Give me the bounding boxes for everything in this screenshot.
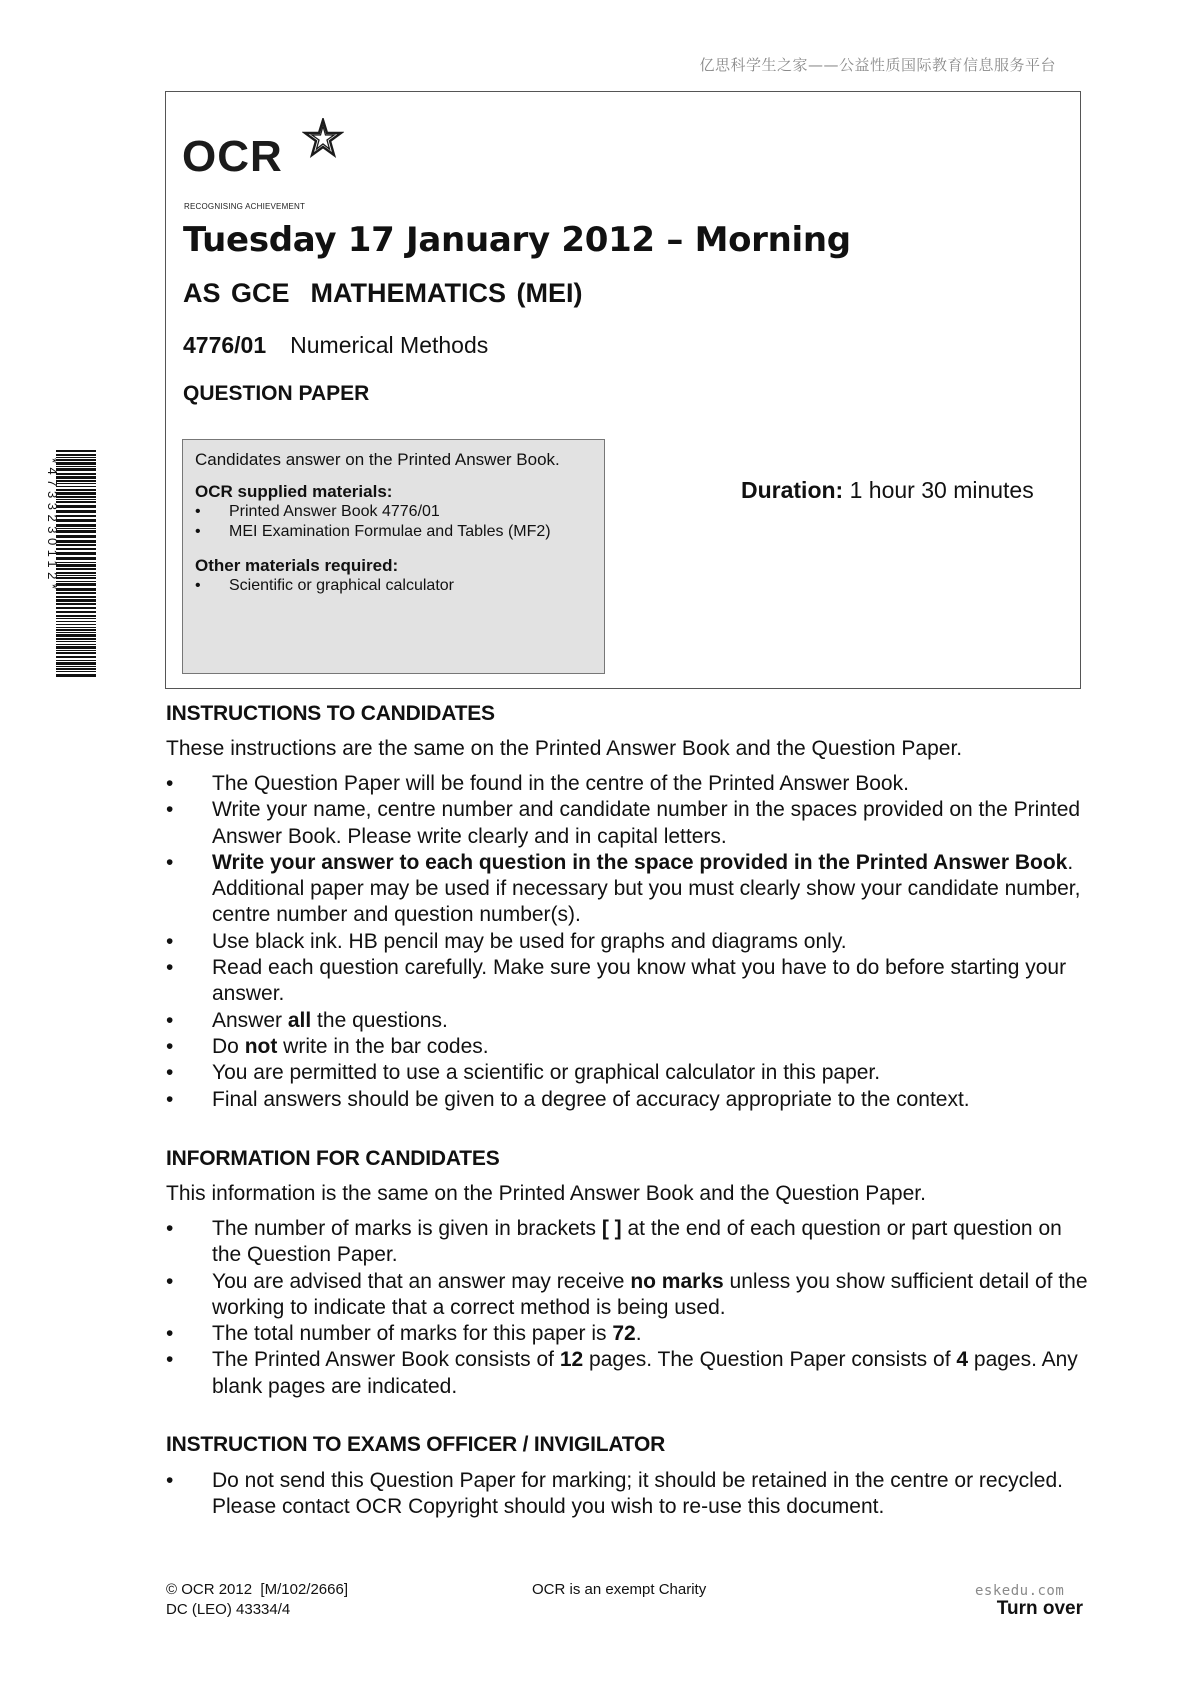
item-text: You are advised that an answer may receive bbox=[212, 1269, 631, 1293]
list-item: • MEI Examination Formulae and Tables (MF2) bbox=[195, 522, 592, 542]
list-item bbox=[166, 771, 1096, 797]
barcode-bar bbox=[56, 496, 96, 498]
list-item: • Printed Answer Book 4776/01 bbox=[195, 502, 592, 522]
barcode-bar bbox=[56, 662, 96, 665]
barcode-bar bbox=[56, 557, 96, 560]
list-item bbox=[166, 1347, 1096, 1400]
barcode-bar bbox=[56, 530, 96, 533]
barcode-bar bbox=[56, 468, 96, 471]
barcode-bar bbox=[56, 618, 96, 619]
header-box bbox=[165, 91, 1081, 689]
item-text: The total number of marks for this paper is bbox=[212, 1322, 613, 1346]
barcode-bar bbox=[56, 575, 96, 576]
bullet-icon: • bbox=[166, 1034, 174, 1058]
bullet-icon: • bbox=[166, 1217, 174, 1240]
barcode-bar bbox=[56, 592, 96, 594]
barcode-bar bbox=[56, 629, 96, 631]
barcode-bar bbox=[56, 535, 96, 538]
list-item bbox=[166, 1060, 1096, 1086]
supplied-list bbox=[195, 502, 592, 542]
bullet-icon: • bbox=[166, 1061, 174, 1085]
barcode-bar bbox=[56, 632, 96, 633]
barcode-bar bbox=[56, 486, 96, 487]
barcode-bar bbox=[56, 564, 96, 567]
bullet-icon: • bbox=[166, 1469, 174, 1492]
barcode-bar bbox=[56, 568, 96, 570]
turn-over: Turn over bbox=[996, 1598, 1083, 1619]
barcode-bar bbox=[56, 499, 96, 500]
barcode-bar bbox=[56, 510, 96, 513]
bullet-icon: • bbox=[166, 798, 174, 822]
watermark-top: 亿思科学生之家——公益性质国际教育信息服务平台 bbox=[699, 56, 1056, 74]
footer-copyright: © OCR 2012 [M/102/2666] bbox=[166, 1581, 348, 1598]
item-text: pages. Any blank pages are indicated. bbox=[212, 1348, 1078, 1398]
paper-type: QUESTION PAPER bbox=[183, 382, 370, 405]
barcode-bar bbox=[56, 577, 96, 579]
barcode-bar bbox=[56, 615, 96, 617]
barcode-bar bbox=[56, 466, 96, 467]
barcode-bar bbox=[56, 603, 96, 605]
footer-left bbox=[166, 1580, 348, 1620]
barcode-bar bbox=[56, 581, 96, 582]
item-text: . bbox=[635, 1322, 642, 1346]
list-item bbox=[166, 1216, 1096, 1269]
instructions-intro: These instructions are the same on the Printed Answer Book and the Question Paper. bbox=[166, 737, 963, 760]
barcode-bar bbox=[56, 462, 96, 465]
unit-code: 4776/01 bbox=[183, 332, 267, 358]
bullet-icon: • bbox=[166, 1087, 174, 1111]
emphasis-text: 12 bbox=[559, 1348, 584, 1372]
list-item bbox=[166, 1321, 1096, 1347]
officer-list bbox=[166, 1468, 1096, 1521]
instructions-list bbox=[166, 771, 1096, 1113]
barcode-bar bbox=[56, 588, 96, 591]
exam-date: Tuesday 17 January 2012 – Morning bbox=[183, 220, 851, 260]
item-text: at the end of each question or part question on the Question Paper. bbox=[212, 1217, 1062, 1267]
barcode-bar bbox=[56, 562, 96, 563]
barcode-bar bbox=[56, 473, 96, 475]
materials-box bbox=[182, 439, 605, 674]
bullet-icon: • bbox=[166, 772, 174, 795]
answer-on-text: Candidates answer on the Printed Answer Book. bbox=[195, 450, 560, 469]
barcode-bar bbox=[56, 599, 96, 602]
footer-watermark: eskedu.com bbox=[975, 1583, 1065, 1599]
item-text: Read each question carefully. Make sure you know what you have to do before starting your answer. bbox=[212, 956, 1067, 1006]
item-text: You are permitted to use a scientific or graphical calculator in this paper. bbox=[212, 1061, 881, 1085]
barcode-bar bbox=[56, 634, 96, 637]
barcode-bar bbox=[56, 572, 96, 574]
bullet-icon: • bbox=[166, 850, 174, 874]
emphasis-text: no marks bbox=[630, 1269, 724, 1293]
barcode-bar bbox=[56, 528, 96, 529]
barcode-bar bbox=[56, 668, 96, 670]
unit-title: Numerical Methods bbox=[290, 332, 489, 358]
barcode-bar bbox=[56, 480, 96, 482]
barcode-bar bbox=[56, 644, 96, 645]
duration bbox=[741, 477, 1034, 504]
list-item bbox=[166, 955, 1096, 1008]
barcode-bar bbox=[56, 540, 96, 543]
footer-charity: OCR is an exempt Charity bbox=[532, 1581, 707, 1598]
item-text: The number of marks is given in brackets bbox=[212, 1217, 602, 1240]
barcode-bar bbox=[56, 646, 96, 649]
item-text: The Question Paper will be found in the centre of the Printed Answer Book. bbox=[212, 772, 909, 795]
barcode-bar bbox=[56, 552, 96, 555]
barcode-bar bbox=[56, 666, 96, 667]
barcode bbox=[40, 450, 96, 680]
barcode-bar bbox=[56, 483, 96, 484]
duration-label: Duration: bbox=[741, 477, 844, 503]
barcode-bar bbox=[56, 454, 96, 456]
barcode-bar bbox=[56, 524, 96, 527]
barcode-bar bbox=[56, 596, 96, 598]
item-text: pages. The Question Paper consists of bbox=[583, 1348, 957, 1372]
item-text: Write your name, centre number and candidate number in the spaces provided on the Printed Answer Book. Please write clearly and in capital letters. bbox=[212, 798, 1081, 848]
item-text: Do not send this Question Paper for marking; it should be retained in the centre or recycled. Please contact OCR Copyright should you wish to re-use this document. bbox=[212, 1469, 1063, 1519]
item-text: unless you show sufficient detail of the working to indicate that a correct method is being used. bbox=[212, 1269, 1088, 1319]
information-heading: INFORMATION FOR CANDIDATES bbox=[166, 1147, 500, 1170]
barcode-bar bbox=[56, 611, 96, 613]
footer-ref: DC (LEO) 43334/4 bbox=[166, 1601, 291, 1618]
list-item bbox=[166, 1087, 1096, 1113]
other-heading: Other materials required: bbox=[195, 556, 399, 575]
barcode-bar bbox=[56, 674, 96, 677]
list-item bbox=[166, 1034, 1096, 1060]
list-item bbox=[166, 1008, 1096, 1034]
supplied-heading: OCR supplied materials: bbox=[195, 482, 393, 501]
emphasis-text: Write your answer to each question in the space provided in the Printed Answer Book bbox=[212, 850, 1068, 874]
duration-value: 1 hour 30 minutes bbox=[849, 477, 1034, 503]
barcode-bar bbox=[56, 501, 96, 503]
barcode-bar bbox=[56, 641, 96, 642]
list-item bbox=[166, 797, 1096, 850]
barcode-text: *4733230112* bbox=[45, 458, 60, 594]
barcode-bar bbox=[56, 638, 96, 640]
barcode-bar bbox=[56, 660, 96, 661]
barcode-bar bbox=[56, 583, 96, 586]
barcode-bar bbox=[56, 519, 96, 522]
barcode-bar bbox=[56, 624, 96, 625]
item-text: . Additional paper may be used if necessary but you must clearly show your candidate number, centre number and question number(s). bbox=[212, 850, 1081, 927]
barcode-bar bbox=[56, 457, 96, 458]
barcode-bar bbox=[56, 544, 96, 546]
information-list bbox=[166, 1216, 1096, 1400]
ocr-logo bbox=[182, 118, 342, 211]
emphasis-text: all bbox=[287, 1008, 312, 1032]
list-item bbox=[166, 1269, 1096, 1322]
emphasis-text: 72 bbox=[612, 1322, 636, 1346]
barcode-bar bbox=[56, 607, 96, 609]
ocr-star-icon bbox=[302, 118, 344, 158]
logo-tagline: RECOGNISING ACHIEVEMENT bbox=[184, 202, 306, 211]
barcode-bar bbox=[56, 621, 96, 622]
barcode-bar bbox=[56, 450, 96, 452]
other-list bbox=[195, 576, 592, 596]
logo-text: OCR bbox=[182, 132, 283, 181]
list-item: • Scientific or graphical calculator bbox=[195, 576, 592, 596]
barcode-bar bbox=[56, 459, 96, 461]
barcode-bar bbox=[56, 652, 96, 654]
barcode-bar bbox=[56, 671, 96, 672]
item-text: Answer bbox=[212, 1008, 288, 1032]
item-text: the questions. bbox=[311, 1008, 448, 1032]
bullet-icon: • bbox=[166, 956, 174, 980]
barcode-bar bbox=[56, 505, 96, 508]
bullet-icon: • bbox=[166, 1008, 174, 1032]
item-text: write in the bar codes. bbox=[277, 1034, 489, 1058]
item-text: Use black ink. HB pencil may be used for graphs and diagrams only. bbox=[212, 929, 847, 953]
unit-row bbox=[183, 332, 488, 359]
list-item bbox=[166, 850, 1096, 929]
barcode-bar bbox=[56, 548, 96, 550]
emphasis-text: [ ] bbox=[601, 1217, 622, 1240]
barcode-bar bbox=[56, 656, 96, 658]
barcode-bar bbox=[56, 627, 96, 628]
barcode-bar bbox=[56, 515, 96, 517]
barcode-bar bbox=[56, 489, 96, 491]
barcode-bar bbox=[56, 650, 96, 651]
emphasis-text: 4 bbox=[956, 1348, 969, 1372]
barcode-bar bbox=[56, 492, 96, 495]
bullet-icon: • bbox=[166, 1322, 174, 1346]
bullet-icon: • bbox=[166, 1269, 174, 1293]
list-item bbox=[166, 929, 1096, 955]
exam-subject: AS GCE MATHEMATICS (MEI) bbox=[183, 278, 583, 308]
instructions-heading: INSTRUCTIONS TO CANDIDATES bbox=[166, 702, 495, 725]
item-text: Final answers should be given to a degree of accuracy appropriate to the context. bbox=[212, 1087, 970, 1111]
officer-heading: INSTRUCTION TO EXAMS OFFICER / INVIGILATOR bbox=[166, 1433, 666, 1456]
barcode-bar bbox=[56, 476, 96, 479]
list-item bbox=[166, 1468, 1096, 1521]
item-text: The Printed Answer Book consists of bbox=[212, 1348, 560, 1372]
bullet-icon: • bbox=[166, 1348, 174, 1372]
emphasis-text: not bbox=[244, 1034, 278, 1058]
bullet-icon: • bbox=[166, 929, 174, 953]
item-text: Do bbox=[212, 1034, 245, 1058]
information-intro: This information is the same on the Printed Answer Book and the Question Paper. bbox=[166, 1182, 926, 1205]
